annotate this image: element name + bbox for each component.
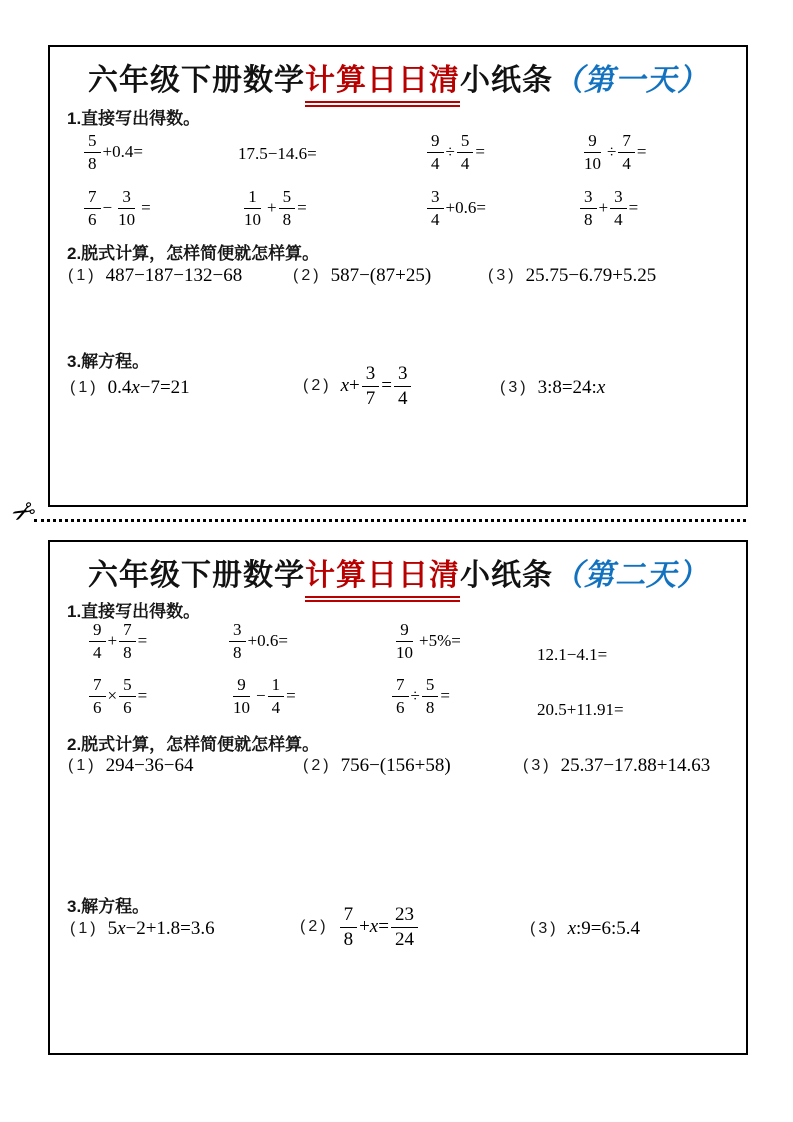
math-expression: $\frac{1}{10}$ + $\frac{5}{8}$ = xyxy=(244,187,307,229)
problem-marker: (1) xyxy=(70,379,99,396)
math-expression: 487−187−132−68 xyxy=(105,265,243,286)
problem-marker: (3) xyxy=(500,379,529,396)
problem-marker: (1) xyxy=(68,267,97,284)
worksheet-day1 xyxy=(48,45,748,507)
problem-marker: (1) xyxy=(68,757,97,774)
math-expression: $\frac{7}{8}$ + x = $\frac{23}{24}$ xyxy=(338,904,420,951)
problem-item xyxy=(303,363,413,410)
math-expression: 25.75−6.79+5.25 xyxy=(525,265,657,286)
worksheet-day2 xyxy=(48,540,748,1055)
dotted-cut-line xyxy=(34,519,746,522)
math-expression: 587−(87+25) xyxy=(330,265,432,286)
math-expression: x :9=6:5.4 xyxy=(567,918,641,939)
problem-marker: (3) xyxy=(488,267,517,284)
problem-item xyxy=(500,377,605,399)
problem-item xyxy=(523,755,710,777)
problem-marker: (1) xyxy=(70,920,99,937)
problem-item xyxy=(530,918,640,940)
cut-line-divider xyxy=(0,494,793,536)
math-expression: $\frac{9}{10}$ ÷ $\frac{7}{4}$ = xyxy=(584,131,647,173)
section2-heading: 2.脱式计算，怎样简便就怎样算。 xyxy=(67,244,320,263)
title-day-label: （第一天） xyxy=(553,64,708,97)
problem-marker: (2) xyxy=(293,267,322,284)
problem-item xyxy=(70,377,190,399)
section3-heading: 3.解方程。 xyxy=(67,897,150,916)
title-red-highlight: 计算日日清 xyxy=(305,550,460,598)
math-expression: 0.4 x −7=21 xyxy=(107,377,190,398)
problem-item xyxy=(70,918,215,940)
math-expression: x + $\frac{3}{7}$ = $\frac{3}{4}$ xyxy=(341,363,414,410)
math-expression: $\frac{9}{10}$ − $\frac{1}{4}$ = xyxy=(233,675,296,717)
math-expression: 3:8=24: x xyxy=(537,377,606,398)
problem-item xyxy=(303,755,451,777)
math-expression: $\frac{9}{10}$ +5%= xyxy=(396,620,461,662)
math-expression: 756−(156+58) xyxy=(340,755,451,776)
math-expression: 294−36−64 xyxy=(105,755,194,776)
problem-item xyxy=(300,904,420,951)
title-part1: 六年级下册数学 xyxy=(88,64,305,97)
math-expression: $\frac{9}{4}$ ÷ $\frac{5}{4}$ = xyxy=(425,131,485,173)
problem-marker: (3) xyxy=(530,920,559,937)
title-part2: 小纸条 xyxy=(460,559,553,592)
math-expression: $\frac{7}{6}$ ÷ $\frac{5}{8}$ = xyxy=(390,675,450,717)
worksheet-title xyxy=(50,550,746,598)
section3-heading: 3.解方程。 xyxy=(67,352,150,371)
title-red-highlight: 计算日日清 xyxy=(305,55,460,103)
math-expression: $\frac{3}{8}$ + $\frac{3}{4}$ = xyxy=(578,187,638,229)
problem-marker: (2) xyxy=(303,377,332,395)
section1-heading: 1.直接写出得数。 xyxy=(67,602,201,621)
math-expression: $\frac{7}{6}$ − $\frac{3}{10}$ = xyxy=(82,187,151,229)
title-part1: 六年级下册数学 xyxy=(88,559,305,592)
math-expression: 12.1−4.1= xyxy=(537,645,608,664)
problem-item xyxy=(488,265,656,287)
problem-marker: (2) xyxy=(303,757,332,774)
section1-heading: 1.直接写出得数。 xyxy=(67,109,201,128)
math-expression: $\frac{9}{4}$ + $\frac{7}{8}$ = xyxy=(87,620,147,662)
math-expression: $\frac{3}{4}$ +0.6= xyxy=(425,187,486,229)
title-day-label: （第二天） xyxy=(553,559,708,592)
math-expression: 5 x −2+1.8=3.6 xyxy=(107,918,215,939)
math-expression: $\frac{7}{6}$ × $\frac{5}{6}$ = xyxy=(87,675,147,717)
math-expression: 20.5+11.91= xyxy=(537,700,624,719)
scissors-icon: ✂ xyxy=(5,492,42,533)
math-expression: $\frac{5}{8}$ +0.4= xyxy=(82,131,143,173)
title-part2: 小纸条 xyxy=(460,64,553,97)
problem-item xyxy=(68,265,242,287)
problem-item xyxy=(293,265,431,287)
section2-heading: 2.脱式计算，怎样简便就怎样算。 xyxy=(67,735,320,754)
problem-marker: (2) xyxy=(300,918,329,936)
math-expression: 25.37−17.88+14.63 xyxy=(560,755,711,776)
math-expression: 17.5−14.6= xyxy=(238,144,317,163)
math-expression: $\frac{3}{8}$ +0.6= xyxy=(227,620,288,662)
worksheet-title xyxy=(50,55,746,103)
problem-marker: (3) xyxy=(523,757,552,774)
problem-item xyxy=(68,755,194,777)
